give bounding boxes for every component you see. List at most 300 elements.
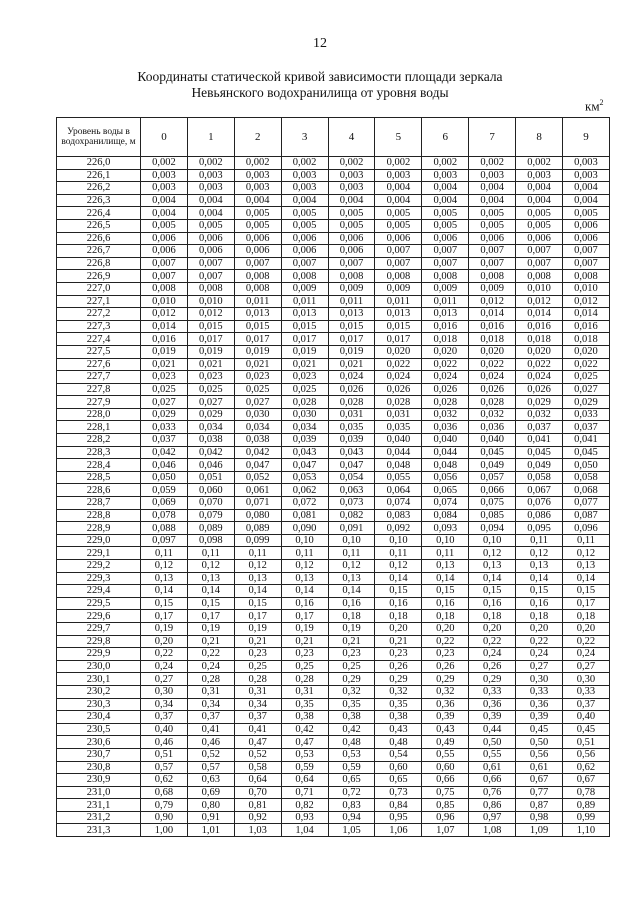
area-value-cell: 0,049 [469,459,516,472]
level-cell: 229,5 [57,597,141,610]
area-value-cell: 0,005 [281,219,328,232]
level-cell: 228,4 [57,459,141,472]
area-value-cell: 0,14 [563,572,610,585]
area-value-cell: 0,18 [328,610,375,623]
area-value-cell: 0,020 [375,345,422,358]
level-cell: 226,7 [57,245,141,258]
area-value-cell: 0,004 [469,194,516,207]
area-value-cell: 0,21 [375,635,422,648]
digit-column-header: 9 [563,118,610,157]
level-cell: 231,1 [57,799,141,812]
area-value-cell: 0,079 [187,509,234,522]
area-value-cell: 0,060 [187,484,234,497]
area-value-cell: 0,020 [563,345,610,358]
table-row [57,157,610,170]
level-cell: 227,1 [57,295,141,308]
area-value-cell: 0,004 [187,207,234,220]
area-value-cell: 0,017 [187,333,234,346]
area-value-cell: 0,48 [328,736,375,749]
units-text: км [585,98,600,114]
area-value-cell: 0,012 [563,295,610,308]
area-value-cell: 0,18 [422,610,469,623]
level-cell: 229,0 [57,534,141,547]
area-value-cell: 0,020 [469,345,516,358]
area-value-cell: 0,040 [422,434,469,447]
area-value-cell: 0,47 [281,736,328,749]
area-value-cell: 0,87 [516,799,563,812]
area-value-cell: 0,077 [563,497,610,510]
area-value-cell: 0,62 [563,761,610,774]
level-cell: 226,8 [57,257,141,270]
level-cell: 229,2 [57,560,141,573]
area-value-cell: 0,043 [328,446,375,459]
area-value-cell: 0,007 [375,257,422,270]
area-value-cell: 0,45 [516,723,563,736]
area-value-cell: 0,39 [469,711,516,724]
area-value-cell: 0,002 [469,157,516,170]
area-value-cell: 0,015 [328,320,375,333]
area-value-cell: 0,009 [469,282,516,295]
area-value-cell: 0,21 [281,635,328,648]
table-row [57,560,610,573]
table-row [57,509,610,522]
area-value-cell: 0,022 [516,358,563,371]
area-value-cell: 0,026 [422,383,469,396]
table-row [57,811,610,824]
table-row [57,345,610,358]
area-value-cell: 0,072 [281,497,328,510]
area-value-cell: 0,083 [375,509,422,522]
level-cell: 230,0 [57,660,141,673]
area-value-cell: 0,38 [281,711,328,724]
area-value-cell: 0,084 [422,509,469,522]
area-value-cell: 0,91 [187,811,234,824]
area-value-cell: 0,14 [516,572,563,585]
area-value-cell: 0,018 [563,333,610,346]
area-value-cell: 0,003 [187,169,234,182]
level-cell: 228,7 [57,497,141,510]
area-value-cell: 0,35 [281,698,328,711]
area-value-cell: 0,005 [141,219,188,232]
area-value-cell: 0,50 [516,736,563,749]
area-value-cell: 0,77 [516,786,563,799]
table-row [57,421,610,434]
area-value-cell: 0,24 [141,660,188,673]
area-value-cell: 0,51 [563,736,610,749]
area-value-cell: 0,088 [141,522,188,535]
area-value-cell: 0,008 [422,270,469,283]
level-cell: 229,8 [57,635,141,648]
area-value-cell: 0,055 [375,471,422,484]
area-value-cell: 0,004 [281,194,328,207]
area-value-cell: 0,40 [141,723,188,736]
table-row [57,786,610,799]
area-value-cell: 0,78 [563,786,610,799]
level-cell: 228,6 [57,484,141,497]
area-value-cell: 0,011 [328,295,375,308]
area-value-cell: 0,047 [328,459,375,472]
area-value-cell: 0,46 [141,736,188,749]
area-value-cell: 0,26 [375,660,422,673]
area-value-cell: 0,004 [141,207,188,220]
area-value-cell: 0,30 [141,685,188,698]
area-value-cell: 0,031 [375,408,422,421]
area-value-cell: 0,028 [328,396,375,409]
area-value-cell: 0,047 [234,459,281,472]
title-line-1: Координаты статической кривой зависимости площади зеркала [137,69,503,84]
area-value-cell: 0,14 [422,572,469,585]
area-value-cell: 0,64 [281,774,328,787]
area-value-cell: 0,007 [516,257,563,270]
area-value-cell: 0,045 [516,446,563,459]
level-cell: 230,9 [57,774,141,787]
area-value-cell: 0,087 [563,509,610,522]
area-value-cell: 0,004 [563,194,610,207]
area-value-cell: 0,052 [234,471,281,484]
area-value-cell: 0,66 [469,774,516,787]
page-number: 12 [313,36,327,51]
area-value-cell: 0,59 [281,761,328,774]
area-value-cell: 0,015 [234,320,281,333]
area-value-cell: 1,09 [516,824,563,837]
area-value-cell: 0,53 [328,748,375,761]
area-value-cell: 0,49 [422,736,469,749]
area-value-cell: 0,005 [469,207,516,220]
area-value-cell: 0,013 [281,308,328,321]
area-value-cell: 0,007 [328,257,375,270]
level-cell: 226,6 [57,232,141,245]
level-cell: 230,4 [57,711,141,724]
level-cell: 230,5 [57,723,141,736]
area-value-cell: 0,018 [422,333,469,346]
area-value-cell: 0,056 [422,471,469,484]
area-value-cell: 0,034 [187,421,234,434]
area-value-cell: 0,73 [375,786,422,799]
area-value-cell: 0,16 [328,597,375,610]
area-value-cell: 0,008 [281,270,328,283]
area-value-cell: 0,53 [281,748,328,761]
area-value-cell: 0,54 [375,748,422,761]
area-value-cell: 0,37 [187,711,234,724]
area-value-cell: 0,61 [469,761,516,774]
table-row [57,245,610,258]
area-value-cell: 0,004 [516,182,563,195]
area-value-cell: 0,009 [375,282,422,295]
area-value-cell: 0,008 [516,270,563,283]
table-row [57,497,610,510]
area-value-cell: 0,85 [422,799,469,812]
area-value-cell: 0,012 [516,295,563,308]
area-value-cell: 0,42 [328,723,375,736]
area-value-cell: 0,026 [516,383,563,396]
area-value-cell: 0,13 [281,572,328,585]
level-cell: 227,9 [57,396,141,409]
area-value-cell: 1,04 [281,824,328,837]
area-value-cell: 0,036 [469,421,516,434]
area-value-cell: 0,11 [328,547,375,560]
area-value-cell: 0,030 [281,408,328,421]
area-value-cell: 0,46 [187,736,234,749]
area-value-cell: 0,043 [281,446,328,459]
table-row [57,736,610,749]
area-value-cell: 0,30 [516,673,563,686]
area-value-cell: 0,016 [422,320,469,333]
area-value-cell: 0,18 [469,610,516,623]
area-value-cell: 0,13 [422,560,469,573]
area-value-cell: 0,10 [328,534,375,547]
area-value-cell: 0,67 [516,774,563,787]
area-value-cell: 0,15 [422,585,469,598]
area-value-cell: 0,011 [375,295,422,308]
area-value-cell: 0,33 [469,685,516,698]
area-value-cell: 0,017 [281,333,328,346]
area-value-cell: 0,006 [375,232,422,245]
area-value-cell: 0,28 [187,673,234,686]
table-row [57,547,610,560]
area-value-cell: 0,046 [141,459,188,472]
area-value-cell: 0,34 [187,698,234,711]
area-value-cell: 0,86 [469,799,516,812]
area-value-cell: 0,010 [187,295,234,308]
table-row [57,371,610,384]
area-value-cell: 0,39 [516,711,563,724]
area-value-cell: 0,44 [469,723,516,736]
area-value-cell: 0,024 [328,371,375,384]
area-value-cell: 0,98 [516,811,563,824]
area-value-cell: 0,18 [563,610,610,623]
area-value-cell: 0,006 [234,245,281,258]
area-value-cell: 0,63 [187,774,234,787]
area-value-cell: 0,078 [141,509,188,522]
area-value-cell: 0,51 [141,748,188,761]
area-value-cell: 0,010 [563,282,610,295]
area-value-cell: 0,036 [422,421,469,434]
area-value-cell: 0,011 [281,295,328,308]
area-value-cell: 0,19 [141,622,188,635]
table-row [57,434,610,447]
area-value-cell: 0,20 [422,622,469,635]
area-value-cell: 0,007 [469,245,516,258]
area-value-cell: 0,52 [187,748,234,761]
area-value-cell: 0,29 [422,673,469,686]
area-value-cell: 0,044 [375,446,422,459]
table-row [57,660,610,673]
area-value-cell: 0,97 [469,811,516,824]
area-value-cell: 0,039 [281,434,328,447]
area-value-cell: 0,010 [516,282,563,295]
table-row [57,471,610,484]
area-value-cell: 0,009 [422,282,469,295]
area-value-cell: 0,022 [563,358,610,371]
area-value-cell: 0,13 [516,560,563,573]
area-value-cell: 0,019 [234,345,281,358]
area-value-cell: 0,028 [422,396,469,409]
area-value-cell: 0,10 [375,534,422,547]
area-value-cell: 0,034 [281,421,328,434]
area-value-cell: 0,20 [563,622,610,635]
area-value-cell: 0,014 [516,308,563,321]
table-row [57,484,610,497]
table-row [57,698,610,711]
area-value-cell: 0,075 [469,497,516,510]
area-value-cell: 0,007 [187,257,234,270]
level-cell: 231,0 [57,786,141,799]
units-exponent: 2 [599,98,604,107]
area-value-cell: 0,069 [141,497,188,510]
area-value-cell: 0,14 [328,585,375,598]
area-value-cell: 0,25 [234,660,281,673]
area-value-cell: 0,16 [375,597,422,610]
area-value-cell: 0,12 [469,547,516,560]
digit-column-header: 4 [328,118,375,157]
area-value-cell: 0,19 [187,622,234,635]
area-value-cell: 0,10 [422,534,469,547]
level-cell: 227,2 [57,308,141,321]
area-value-cell: 0,046 [187,459,234,472]
area-value-cell: 0,028 [469,396,516,409]
area-value-cell: 0,047 [281,459,328,472]
area-value-cell: 0,023 [281,371,328,384]
level-cell: 226,5 [57,219,141,232]
area-value-cell: 1,00 [141,824,188,837]
area-value-cell: 0,016 [563,320,610,333]
area-value-cell: 0,020 [422,345,469,358]
area-value-cell: 0,11 [516,534,563,547]
units-label [585,98,604,114]
area-value-cell: 0,81 [234,799,281,812]
area-value-cell: 1,06 [375,824,422,837]
area-value-cell: 0,005 [234,219,281,232]
area-value-cell: 0,073 [328,497,375,510]
area-value-cell: 1,08 [469,824,516,837]
area-value-cell: 0,12 [141,560,188,573]
area-value-cell: 0,83 [328,799,375,812]
area-value-cell: 0,027 [234,396,281,409]
area-value-cell: 0,56 [516,748,563,761]
area-value-cell: 0,23 [328,648,375,661]
area-value-cell: 0,022 [469,358,516,371]
area-value-cell: 0,009 [281,282,328,295]
area-value-cell: 0,040 [375,434,422,447]
area-value-cell: 0,037 [141,434,188,447]
area-value-cell: 0,14 [469,572,516,585]
area-value-cell: 0,053 [281,471,328,484]
area-value-cell: 0,005 [516,219,563,232]
area-value-cell: 0,39 [422,711,469,724]
area-value-cell: 0,031 [328,408,375,421]
area-value-cell: 0,003 [516,169,563,182]
area-value-cell: 0,007 [422,245,469,258]
area-value-cell: 0,24 [187,660,234,673]
area-value-cell: 0,003 [234,182,281,195]
area-value-cell: 0,25 [328,660,375,673]
area-value-cell: 0,12 [234,560,281,573]
area-value-cell: 0,002 [141,157,188,170]
area-value-cell: 0,19 [234,622,281,635]
area-value-cell: 0,032 [516,408,563,421]
area-value-cell: 0,006 [281,232,328,245]
level-cell: 227,0 [57,282,141,295]
area-value-cell: 0,040 [469,434,516,447]
table-row [57,774,610,787]
area-value-cell: 0,029 [563,396,610,409]
area-value-cell: 0,17 [281,610,328,623]
level-cell: 227,4 [57,333,141,346]
area-value-cell: 0,12 [563,547,610,560]
area-value-cell: 0,48 [375,736,422,749]
area-value-cell: 0,012 [141,308,188,321]
area-value-cell: 0,004 [469,182,516,195]
area-value-cell: 0,76 [469,786,516,799]
area-value-cell: 0,38 [328,711,375,724]
area-value-cell: 0,003 [563,157,610,170]
area-value-cell: 0,011 [234,295,281,308]
area-value-cell: 0,019 [328,345,375,358]
area-value-cell: 0,12 [281,560,328,573]
area-value-cell: 0,90 [141,811,188,824]
area-value-cell: 0,69 [187,786,234,799]
area-value-cell: 0,11 [234,547,281,560]
table-row [57,219,610,232]
area-value-cell: 0,017 [375,333,422,346]
area-value-cell: 0,042 [141,446,188,459]
area-value-cell: 0,013 [328,308,375,321]
area-value-cell: 0,093 [422,522,469,535]
area-value-cell: 0,041 [563,434,610,447]
area-value-cell: 0,009 [328,282,375,295]
area-value-cell: 0,12 [328,560,375,573]
area-value-cell: 0,027 [187,396,234,409]
area-value-cell: 0,56 [563,748,610,761]
area-value-cell: 0,015 [281,320,328,333]
area-value-cell: 0,17 [234,610,281,623]
area-value-cell: 0,090 [281,522,328,535]
area-value-cell: 0,002 [375,157,422,170]
area-value-cell: 0,008 [328,270,375,283]
area-value-cell: 0,96 [422,811,469,824]
area-value-cell: 0,21 [187,635,234,648]
area-value-cell: 0,84 [375,799,422,812]
area-value-cell: 0,045 [563,446,610,459]
area-value-cell: 0,013 [234,308,281,321]
area-value-cell: 0,12 [375,560,422,573]
area-value-cell: 1,10 [563,824,610,837]
level-cell: 227,8 [57,383,141,396]
area-value-cell: 0,003 [328,169,375,182]
area-value-cell: 0,22 [187,648,234,661]
table-row [57,572,610,585]
area-value-cell: 0,75 [422,786,469,799]
area-value-cell: 0,50 [469,736,516,749]
area-value-cell: 0,005 [328,207,375,220]
level-column-header: Уровень воды в водохранилище, м [57,118,141,157]
area-value-cell: 0,17 [563,597,610,610]
area-value-cell: 0,29 [328,673,375,686]
area-value-cell: 0,038 [234,434,281,447]
level-cell: 226,0 [57,157,141,170]
area-value-cell: 0,059 [141,484,188,497]
area-value-cell: 0,033 [141,421,188,434]
area-value-cell: 0,034 [234,421,281,434]
area-value-cell: 0,081 [281,509,328,522]
area-value-cell: 0,050 [563,459,610,472]
table-row [57,610,610,623]
area-value-cell: 0,24 [563,648,610,661]
area-value-cell: 0,042 [234,446,281,459]
area-value-cell: 0,005 [187,219,234,232]
area-value-cell: 0,019 [187,345,234,358]
area-value-cell: 0,23 [422,648,469,661]
